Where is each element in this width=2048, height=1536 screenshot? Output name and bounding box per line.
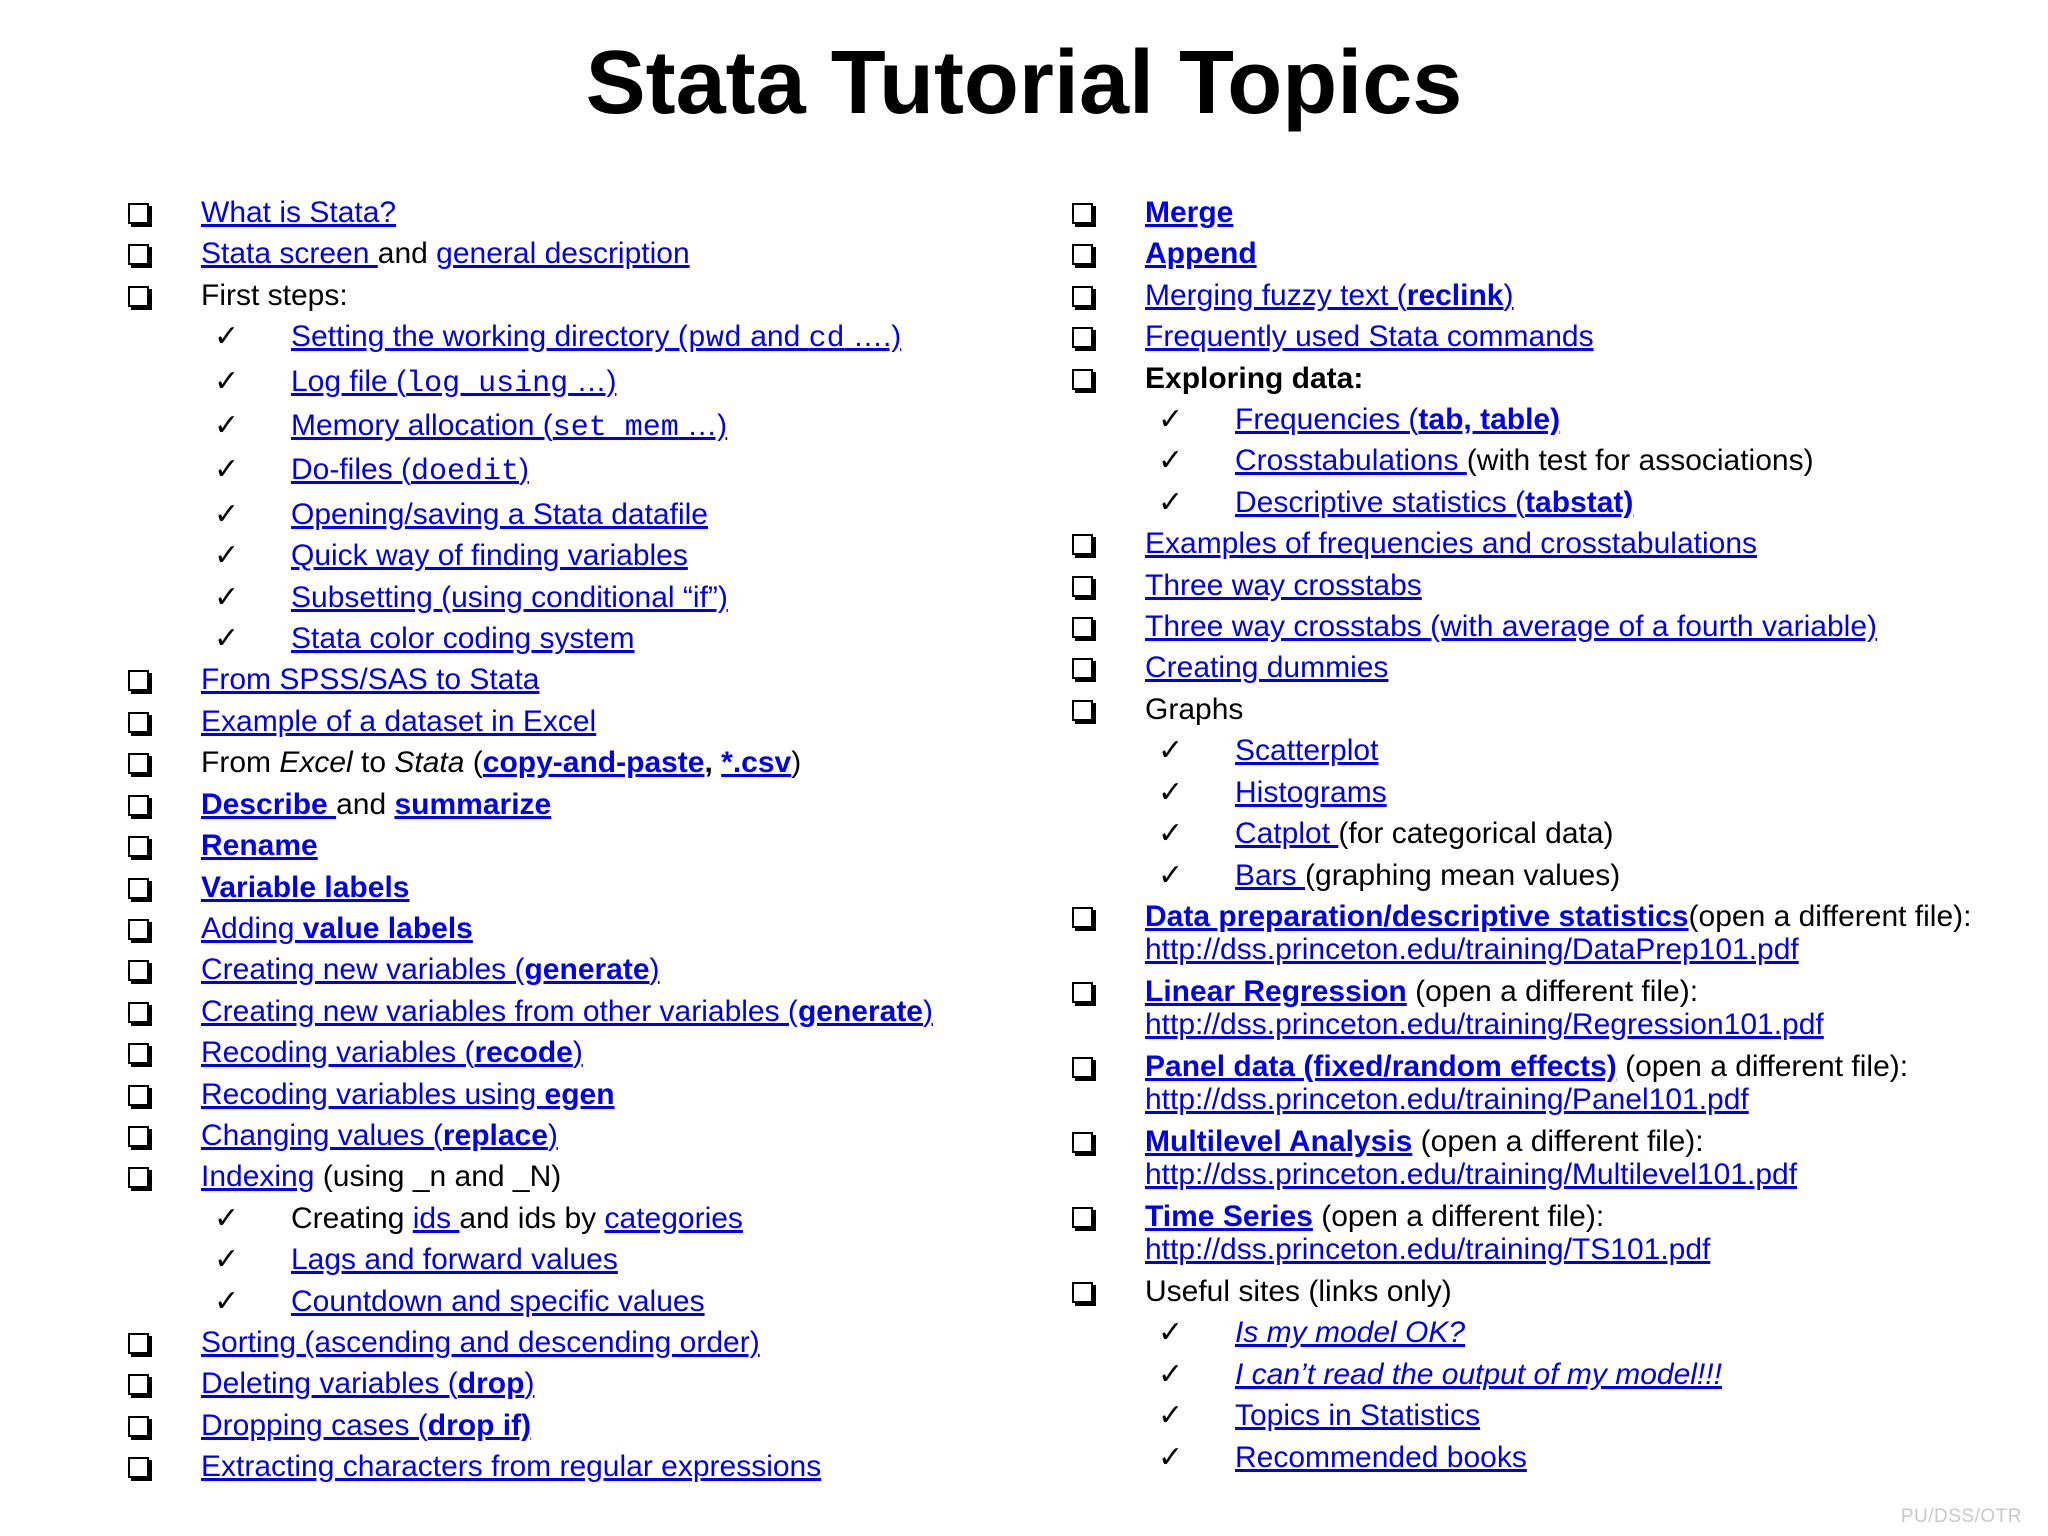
topic-link[interactable]: cd	[808, 322, 845, 357]
topic-link[interactable]: Histograms	[1235, 775, 1387, 809]
topic-item	[1068, 192, 1988, 233]
topic-link[interactable]: )	[519, 453, 530, 487]
checkmark-icon: ✓	[214, 452, 240, 488]
checkmark-icon: ✓	[1158, 443, 1184, 479]
topic-link[interactable]: …)	[678, 409, 728, 443]
topic-link[interactable]: Topics in Statistics	[1235, 1399, 1481, 1433]
topic-link[interactable]: recode	[474, 1036, 573, 1070]
checkbox-icon	[1072, 192, 1093, 233]
topic-item	[124, 991, 1004, 1032]
checkmark-icon: ✓	[214, 319, 240, 355]
topic-item	[124, 1446, 1004, 1487]
topic-link[interactable]: Time Series	[1145, 1199, 1313, 1233]
checkbox-icon	[1072, 647, 1093, 688]
topic-item	[1068, 565, 1988, 606]
footer-credit: PU/DSS/OTR	[1900, 1506, 2022, 1527]
topic-item	[124, 275, 1004, 316]
checkmark-icon: ✓	[214, 1242, 240, 1278]
sub-topic-item	[1068, 399, 1988, 440]
topic-link[interactable]: Indexing	[201, 1160, 315, 1194]
topic-text: (with test for associations)	[1466, 444, 1814, 478]
topic-text: (for categorical data)	[1338, 817, 1614, 851]
topic-item	[1068, 316, 1988, 357]
checkbox-icon	[128, 1446, 149, 1487]
checkmark-icon: ✓	[1158, 733, 1184, 769]
topic-link[interactable]: log using	[406, 366, 569, 401]
topic-link[interactable]: Quick way of finding variables	[291, 539, 688, 573]
topic-link[interactable]: Is my model OK?	[1235, 1316, 1466, 1350]
checkmark-icon: ✓	[214, 538, 240, 574]
topic-text: (using _n and _N)	[314, 1160, 562, 1194]
checkbox-icon	[128, 192, 149, 233]
topic-text: Stata	[394, 746, 465, 780]
topic-link[interactable]: http://dss.princeton.edu/training/Panel101.pdf	[1145, 1082, 1749, 1116]
topic-text: )	[791, 746, 802, 780]
topic-link[interactable]: Rename	[201, 829, 318, 863]
topics-column-right	[1068, 192, 1988, 1478]
topic-link[interactable]: tabstat)	[1525, 485, 1634, 519]
topic-link[interactable]: From SPSS/SAS to Stata	[201, 663, 540, 697]
checkbox-icon	[128, 949, 149, 990]
sub-topic-item	[124, 449, 1004, 493]
topic-link[interactable]: Merge	[1145, 196, 1234, 229]
topic-link[interactable]: Log file (	[291, 364, 407, 398]
topic-link[interactable]: Three way crosstabs	[1145, 568, 1422, 602]
checkbox-icon	[128, 742, 149, 783]
topic-link[interactable]: )	[649, 953, 660, 987]
topic-link[interactable]: ….)	[844, 320, 902, 354]
checkbox-icon	[128, 784, 149, 825]
checkbox-icon	[128, 1032, 149, 1073]
checkbox-icon	[1072, 1200, 1093, 1233]
topic-link[interactable]: )	[547, 1118, 558, 1152]
topic-item	[124, 701, 1004, 742]
checkbox-icon	[128, 991, 149, 1032]
topic-link[interactable]: Setting the working directory (	[291, 320, 688, 354]
sub-topic-item	[1068, 1354, 1988, 1395]
checkbox-icon	[1072, 689, 1093, 730]
topic-item	[1068, 358, 1988, 399]
topic-item	[1068, 233, 1988, 274]
checkbox-icon	[128, 1363, 149, 1404]
page-title: Stata Tutorial Topics	[585, 33, 1463, 133]
sub-topic-item	[1068, 772, 1988, 813]
checkbox-icon	[1072, 606, 1093, 647]
topic-link[interactable]: Merging fuzzy text (	[1145, 278, 1407, 312]
topic-text: and	[336, 787, 395, 821]
topic-link[interactable]: )	[923, 994, 933, 1028]
sub-topic-item	[124, 1281, 1004, 1322]
topic-item	[124, 1074, 1004, 1115]
topic-link[interactable]: generate	[797, 994, 923, 1028]
topic-text: From	[201, 746, 280, 780]
checkbox-icon	[128, 1074, 149, 1115]
checkbox-icon	[128, 1322, 149, 1363]
topic-item	[124, 908, 1004, 949]
sub-topic-item	[124, 1198, 1004, 1239]
topic-item	[1068, 1046, 1988, 1121]
checkmark-icon: ✓	[1158, 1439, 1184, 1475]
topic-link[interactable]: Panel data (fixed/random effects)	[1145, 1049, 1617, 1083]
topic-link[interactable]: Recommended books	[1235, 1440, 1527, 1474]
topic-link[interactable]: Adding	[201, 911, 303, 945]
checkmark-icon: ✓	[1158, 402, 1184, 438]
checkmark-icon: ✓	[214, 579, 240, 615]
topic-link[interactable]: Stata screen	[201, 237, 378, 271]
topic-link[interactable]: ids	[412, 1201, 460, 1235]
checkbox-icon	[1072, 1271, 1093, 1312]
topic-text: (open a different file):	[1312, 1199, 1605, 1233]
sub-topic-item	[1068, 813, 1988, 854]
topic-link[interactable]: drop if)	[427, 1408, 532, 1442]
topic-item	[1068, 689, 1988, 730]
checkbox-icon	[1072, 975, 1093, 1008]
topic-link[interactable]: )	[524, 1367, 535, 1401]
topic-link[interactable]: Frequencies (	[1235, 403, 1419, 437]
topic-item	[1068, 896, 1988, 971]
topic-link[interactable]: summarize	[394, 787, 552, 821]
topic-link[interactable]: Append	[1145, 237, 1257, 271]
topic-link[interactable]: copy-and-paste	[482, 746, 705, 780]
topic-link[interactable]: reclink	[1406, 278, 1504, 312]
topic-link[interactable]: http://dss.princeton.edu/training/Regression101.pdf	[1145, 1007, 1824, 1041]
topic-link[interactable]: Linear Regression	[1145, 974, 1407, 1008]
checkmark-icon: ✓	[214, 363, 240, 399]
topic-text: and	[377, 237, 437, 271]
topic-link[interactable]: Bars	[1235, 858, 1306, 892]
topic-link[interactable]: egen	[544, 1077, 615, 1111]
topic-text: (open a different file):	[1688, 899, 1972, 933]
topic-item	[124, 1156, 1004, 1197]
topic-item	[1068, 647, 1988, 688]
topic-link[interactable]: Dropping cases (	[201, 1408, 428, 1442]
checkbox-icon	[128, 233, 149, 274]
sub-topic-item	[124, 618, 1004, 659]
topic-text: Excel	[279, 746, 353, 780]
topic-link[interactable]: Creating dummies	[1145, 651, 1389, 685]
topic-item	[124, 867, 1004, 908]
checkbox-icon	[1072, 316, 1093, 357]
checkmark-icon: ✓	[1158, 816, 1184, 852]
checkbox-icon	[1072, 1050, 1093, 1083]
topic-link[interactable]: http://dss.princeton.edu/training/DataPrep101.pdf	[1145, 932, 1799, 966]
checkbox-icon	[128, 659, 149, 700]
sub-topic-item	[1068, 730, 1988, 771]
checkbox-icon	[128, 275, 149, 316]
topic-link[interactable]: Variable labels	[201, 870, 410, 904]
topic-link[interactable]: Creating new variables from other variables (	[201, 994, 798, 1028]
sub-topic-item	[124, 405, 1004, 449]
topic-link[interactable]: Descriptive statistics (	[1235, 485, 1526, 519]
checkmark-icon: ✓	[1158, 1315, 1184, 1351]
checkbox-icon	[1072, 900, 1093, 933]
topic-link[interactable]: Data preparation/descriptive statistics	[1145, 899, 1689, 933]
checkbox-icon	[128, 825, 149, 866]
checkmark-icon: ✓	[1158, 857, 1184, 893]
topic-link[interactable]: Opening/saving a Stata datafile	[291, 497, 708, 531]
topic-link[interactable]: Deleting variables (	[201, 1367, 458, 1401]
sub-topic-item	[1068, 440, 1988, 481]
topic-link[interactable]: Describe	[201, 787, 337, 821]
topic-item	[1068, 1196, 1988, 1271]
topic-text: to	[352, 746, 395, 780]
topic-item	[124, 233, 1004, 274]
topic-link[interactable]: Catplot	[1235, 817, 1339, 851]
topic-link[interactable]: tab, table)	[1418, 403, 1561, 437]
sub-topic-item	[124, 316, 1004, 360]
topic-link[interactable]: Recoding variables using	[201, 1077, 545, 1111]
sub-topic-item	[124, 535, 1004, 576]
topic-item	[1068, 1121, 1988, 1196]
topic-link[interactable]: Scatterplot	[1235, 734, 1379, 768]
checkbox-icon	[128, 1405, 149, 1446]
checkbox-icon	[128, 1115, 149, 1156]
topic-link[interactable]: Crosstabulations	[1235, 444, 1467, 478]
topic-text: (	[464, 746, 483, 780]
checkbox-icon	[1072, 275, 1093, 316]
topic-text: Exploring data:	[1145, 361, 1364, 395]
topic-link[interactable]: value labels	[302, 911, 473, 945]
topic-item	[124, 192, 1004, 233]
topic-text: (open a different file):	[1412, 1124, 1704, 1158]
topic-item	[124, 1405, 1004, 1446]
checkmark-icon: ✓	[214, 496, 240, 532]
topic-text: First steps:	[201, 278, 348, 312]
topic-text: Graphs	[1145, 692, 1244, 726]
checkbox-icon	[128, 701, 149, 742]
topic-link[interactable]: http://dss.princeton.edu/training/TS101.pdf	[1145, 1232, 1711, 1266]
topic-link[interactable]: Lags and forward values	[291, 1243, 618, 1277]
checkbox-icon	[128, 1156, 149, 1197]
sub-topic-item	[1068, 1437, 1988, 1478]
topic-item	[124, 742, 1004, 783]
checkmark-icon: ✓	[214, 408, 240, 444]
topic-item	[124, 784, 1004, 825]
topic-item	[1068, 523, 1988, 564]
topic-link[interactable]: pwd	[687, 322, 742, 357]
topic-item	[124, 1032, 1004, 1073]
topic-link[interactable]: Multilevel Analysis	[1145, 1124, 1413, 1158]
topic-link[interactable]: replace	[442, 1118, 548, 1152]
sub-topic-item	[124, 494, 1004, 535]
topic-item	[1068, 971, 1988, 1046]
topic-item	[124, 949, 1004, 990]
checkbox-icon	[1072, 523, 1093, 564]
topic-link[interactable]: )	[572, 1036, 583, 1070]
sub-topic-item	[1068, 1312, 1988, 1353]
topic-link[interactable]: Example of a dataset in Excel	[201, 704, 597, 738]
topic-item	[1068, 606, 1988, 647]
sub-topic-item	[1068, 482, 1988, 523]
checkmark-icon: ✓	[1158, 1398, 1184, 1434]
sub-topic-item	[1068, 1395, 1988, 1436]
topic-link[interactable]: Stata color coding system	[291, 622, 635, 656]
topic-link[interactable]: drop	[457, 1367, 525, 1401]
topic-link[interactable]: …)	[568, 364, 617, 398]
topic-link[interactable]: Do-files (	[291, 453, 412, 487]
topic-link[interactable]: Frequently used Stata commands	[1145, 320, 1594, 354]
checkbox-icon	[1072, 565, 1093, 606]
topic-link[interactable]: categories	[604, 1201, 743, 1235]
topic-link[interactable]: generate	[524, 953, 650, 987]
topic-text: (graphing mean values)	[1305, 858, 1621, 892]
topic-link[interactable]: Three way crosstabs (with average of a fourth variable)	[1145, 610, 1877, 644]
topic-link[interactable]: Subsetting (using conditional “if”)	[291, 580, 728, 614]
topic-link[interactable]: Sorting (ascending and descending order)	[201, 1325, 760, 1359]
topic-link[interactable]: doedit	[411, 455, 520, 490]
topic-item	[124, 659, 1004, 700]
topic-link[interactable]: Extracting characters from regular expressions	[201, 1450, 822, 1484]
topic-link[interactable]: Countdown and specific values	[291, 1284, 705, 1318]
checkbox-icon	[128, 908, 149, 949]
topic-link[interactable]: *.csv	[721, 746, 792, 780]
checkmark-icon: ✓	[1158, 1356, 1184, 1392]
topic-text: Creating	[291, 1201, 413, 1235]
checkmark-icon: ✓	[1158, 774, 1184, 810]
checkmark-icon: ✓	[214, 1283, 240, 1319]
topics-column-left	[124, 192, 1004, 1488]
sub-topic-item	[1068, 855, 1988, 896]
topic-link[interactable]: I can’t read the output of my model!!!	[1235, 1357, 1722, 1391]
topic-link[interactable]: http://dss.princeton.edu/training/Multilevel101.pdf	[1145, 1157, 1798, 1191]
topic-item	[124, 1322, 1004, 1363]
checkmark-icon: ✓	[214, 621, 240, 657]
topic-link[interactable]: Creating new variables (	[201, 953, 525, 987]
topic-item	[124, 1363, 1004, 1404]
topic-link[interactable]: )	[1503, 278, 1514, 312]
topic-link[interactable]: Examples of frequencies and crosstabulations	[1145, 527, 1758, 561]
checkbox-icon	[1072, 358, 1093, 399]
topic-item	[1068, 275, 1988, 316]
checkmark-icon: ✓	[214, 1200, 240, 1236]
checkbox-icon	[1072, 233, 1093, 274]
topic-link[interactable]: set mem	[552, 411, 679, 446]
topic-text: and ids by	[459, 1201, 605, 1235]
sub-topic-item	[124, 361, 1004, 405]
topic-item	[124, 1115, 1004, 1156]
topic-text: Useful sites (links only)	[1145, 1274, 1452, 1308]
topic-item	[1068, 1271, 1988, 1312]
topic-link[interactable]: and	[741, 320, 809, 354]
topic-link[interactable]: general description	[436, 237, 690, 271]
topic-link[interactable]: What is Stata?	[201, 196, 397, 229]
sub-topic-item	[124, 1239, 1004, 1280]
topic-text: ,	[704, 746, 722, 780]
topic-link[interactable]: Recoding variables (	[201, 1036, 475, 1070]
topic-text: (open a different file):	[1616, 1049, 1909, 1083]
topic-link[interactable]: Changing values (	[201, 1118, 443, 1152]
checkbox-icon	[128, 867, 149, 908]
sub-topic-item	[124, 577, 1004, 618]
topic-link[interactable]: Memory allocation (	[291, 409, 553, 443]
checkbox-icon	[1072, 1125, 1093, 1158]
checkmark-icon: ✓	[1158, 484, 1184, 520]
topic-text: (open a different file):	[1406, 974, 1699, 1008]
topic-item	[124, 825, 1004, 866]
